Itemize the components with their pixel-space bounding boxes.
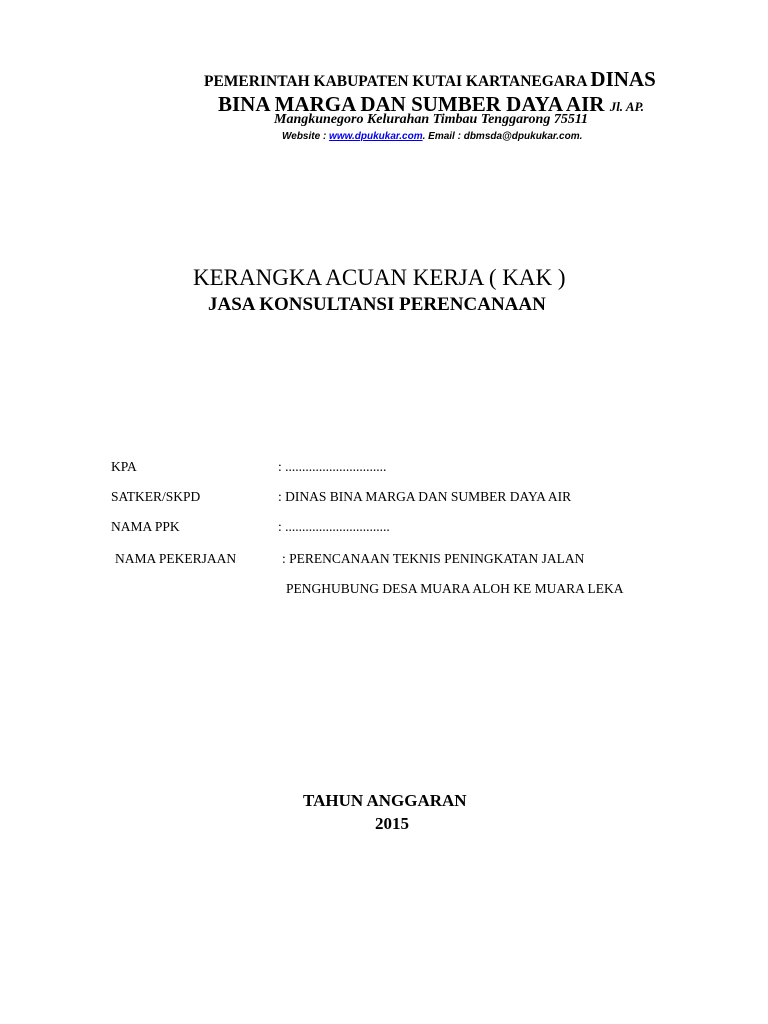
letterhead-line-1-dinas: DINAS — [590, 67, 656, 91]
website-link[interactable]: www.dpukukar.com — [329, 131, 423, 142]
tahun-anggaran-value: 2015 — [375, 814, 409, 833]
title-sub: JASA KONSULTANSI PERENCANAAN — [208, 294, 546, 315]
tahun-anggaran-label: TAHUN ANGGARAN — [303, 791, 467, 810]
kpa-value: : .............................. — [278, 459, 387, 474]
kpa-label: KPA — [111, 459, 137, 474]
letterhead-line-1-text: PEMERINTAH KABUPATEN KUTAI KARTANEGARA — [204, 73, 591, 90]
satker-label: SATKER/SKPD — [111, 489, 201, 504]
pekerjaan-value-line-1: : PERENCANAAN TEKNIS PENINGKATAN JALAN — [282, 551, 585, 566]
letterhead-line-2-text: BINA MARGA DAN SUMBER DAYA AIR — [218, 92, 610, 116]
website-label: Website : — [282, 131, 330, 142]
satker-value: : DINAS BINA MARGA DAN SUMBER DAYA AIR — [278, 489, 572, 504]
ppk-label: NAMA PPK — [111, 519, 180, 534]
pekerjaan-value-line-2: PENGHUBUNG DESA MUARA ALOH KE MUARA LEKA — [286, 581, 624, 596]
pekerjaan-label: NAMA PEKERJAAN — [115, 551, 237, 566]
letterhead-line-2-address-start: Jl. AP. — [609, 99, 645, 114]
email-text: . Email : dbmsda@dpukukar.com. — [422, 131, 583, 142]
letterhead-address: Mangkunegoro Kelurahan Timbau Tenggarong 75511 — [274, 112, 589, 127]
ppk-value: : ............................... — [278, 519, 390, 534]
letterhead-line-1 — [204, 68, 656, 93]
title-main: KERANGKA ACUAN KERJA ( KAK ) — [193, 265, 566, 290]
letterhead-contact — [282, 130, 582, 144]
